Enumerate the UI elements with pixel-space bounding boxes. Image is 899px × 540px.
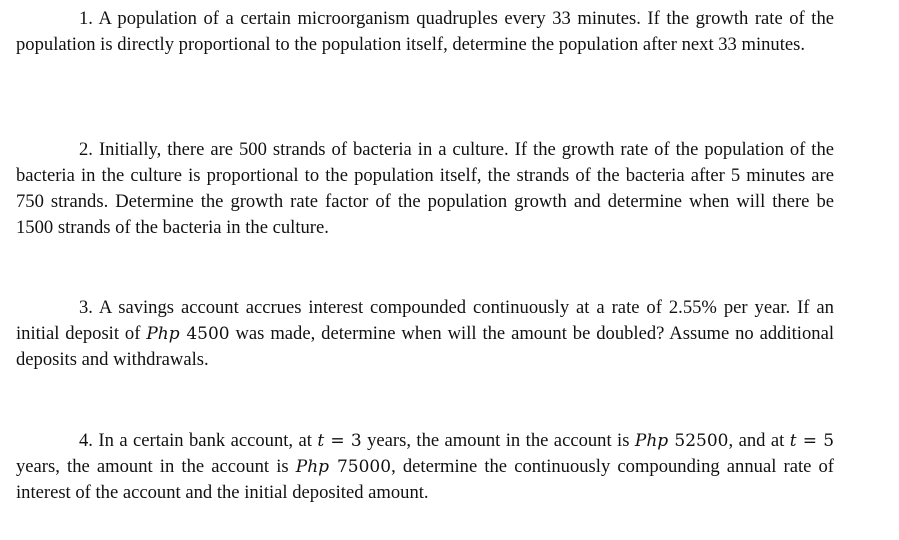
time-equation-2: [790, 431, 834, 451]
problem-3-text-a: A savings account accrues interest compounded continuously at a rate of: [98, 297, 662, 318]
problem-1-number: 1.: [79, 8, 93, 29]
problem-3-text-b: per year. If an initial deposit of: [16, 297, 834, 344]
time-variable-1: t: [317, 431, 325, 451]
time-value-2: = 5: [802, 431, 835, 451]
amount-1: [635, 431, 729, 451]
currency-php: Php: [146, 324, 180, 344]
time-equation-1: [317, 431, 361, 451]
problem-2-number: 2.: [79, 139, 93, 160]
time-variable-2: t: [789, 431, 797, 451]
currency-php-1: Php: [634, 431, 669, 451]
problem-3-text-c: was made, determine when will the amount be doubled? Assume no additional deposits and withdrawals.: [16, 323, 834, 370]
problem-2-text: Initially, there are 500 strands of bacteria in a culture. If the growth rate of the population of the bacteria in the culture is proportional to the population itself, the strands of the bacteria after 5 minutes are 750 strands. Determine the growth rate factor of the population growth and determine when will there be 1500 strands of the bacteria in the culture.: [16, 139, 835, 238]
problem-4-text-d: years, the amount in the account is: [16, 456, 289, 477]
amount-1-value: 52500: [674, 431, 729, 451]
time-value-1: = 3: [330, 431, 362, 451]
problem-4-text-b: years, the amount in the account is: [367, 430, 630, 451]
interest-rate: 2.55%: [668, 297, 717, 318]
problem-4-number: 4.: [79, 430, 93, 451]
problem-4: [16, 428, 834, 506]
problem-4-text-e: , determine the continuously compounding annual rate of interest of the account and the initial deposited amount.: [16, 456, 835, 503]
problem-4-text-a: In a certain bank account, at: [98, 430, 312, 451]
amount-2: [296, 457, 391, 477]
deposit-amount: [146, 324, 229, 344]
problem-3-number: 3.: [79, 297, 93, 318]
problem-1-text: A population of a certain microorganism quadruples every 33 minutes. If the growth rate of the population is directly proportional to the population itself, determine the population after next 33 minutes.: [16, 8, 834, 55]
problem-3: [16, 295, 834, 373]
problem-2: [16, 137, 834, 241]
problem-4-text-c: , and at: [728, 430, 785, 451]
amount-2-value: 75000: [336, 457, 392, 477]
problem-1: [16, 6, 834, 58]
deposit-value: 4500: [186, 324, 230, 344]
currency-php-2: Php: [295, 457, 330, 477]
